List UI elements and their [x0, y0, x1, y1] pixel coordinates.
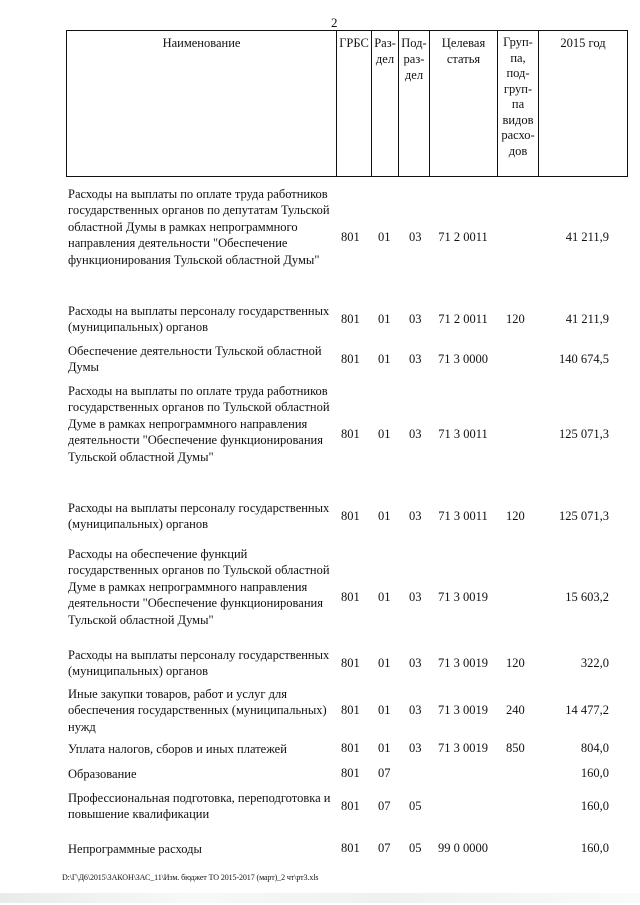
header-razdel: Раз- дел [374, 36, 396, 67]
row-vid: 240 [506, 703, 525, 717]
row-razdel: 01 [378, 703, 391, 717]
row-grbs: 801 [341, 352, 360, 366]
row-name: Непрограммные расходы [68, 842, 202, 856]
row-sum: 160,0 [580, 799, 609, 813]
row-razdel: 01 [378, 509, 391, 523]
row-vid: 120 [506, 312, 525, 326]
row-name: Расходы на обеспечение функций государственных органов по Тульской областной Думе в рамках непрограммного направления деятельности "Обеспечение функционирования Тульской областной Думы" [68, 547, 330, 627]
row-celevaya: 71 3 0000 [438, 352, 488, 366]
column-divider [336, 31, 337, 176]
row-grbs: 801 [341, 703, 360, 717]
row-razdel: 07 [378, 841, 391, 855]
row-name: Расходы на выплаты персоналу государственных (муниципальных) органов [68, 648, 330, 679]
row-grbs: 801 [341, 841, 360, 855]
row-name: Расходы на выплаты персоналу государственных (муниципальных) органов [68, 304, 330, 335]
row-name: Расходы на выплаты персоналу государственных (муниципальных) органов [68, 501, 330, 532]
row-sum: 140 674,5 [559, 352, 609, 366]
header-year: 2015 год [560, 36, 606, 50]
row-podrazdel: 03 [409, 230, 422, 244]
row-sum: 160,0 [580, 841, 609, 855]
row-vid: 120 [506, 656, 525, 670]
header-celevaya: Целевая статья [441, 36, 486, 67]
row-name: Обеспечение деятельности Тульской областной Думы [68, 344, 322, 375]
page-number: 2 [331, 15, 338, 30]
row-razdel: 01 [378, 230, 391, 244]
header-name: Наименование [162, 36, 241, 50]
row-podrazdel: 05 [409, 799, 422, 813]
row-podrazdel: 03 [409, 590, 422, 604]
row-razdel: 01 [378, 656, 391, 670]
row-sum: 160,0 [580, 766, 609, 780]
row-grbs: 801 [341, 656, 360, 670]
row-sum: 15 603,2 [565, 590, 609, 604]
row-celevaya: 71 3 0011 [438, 509, 488, 523]
file-path: D:\Г\Д6\2015\ЗАКОН\ЗАС_11\Изм. бюджет ТО 2015-2017 (март)_2 чт\рт3.xls [62, 873, 319, 882]
row-sum: 804,0 [580, 741, 609, 755]
row-celevaya: 71 3 0019 [438, 703, 488, 717]
header-vid: Груп- па, под- груп- па видов расхо- дов [501, 35, 535, 158]
row-grbs: 801 [341, 509, 360, 523]
header-podrazdel: Под- раз- дел [401, 36, 427, 83]
header-grbs: ГРБС [339, 36, 369, 50]
row-grbs: 801 [341, 230, 360, 244]
row-celevaya: 71 2 0011 [438, 312, 488, 326]
row-sum: 41 211,9 [565, 230, 609, 244]
row-name: Образование [68, 767, 137, 781]
row-sum: 14 477,2 [565, 703, 609, 717]
row-grbs: 801 [341, 427, 360, 441]
row-name: Иные закупки товаров, работ и услуг для обеспечения государственных (муниципальных) нужд [68, 687, 327, 734]
row-podrazdel: 03 [409, 509, 422, 523]
row-sum: 41 211,9 [565, 312, 609, 326]
row-podrazdel: 03 [409, 741, 422, 755]
row-razdel: 01 [378, 590, 391, 604]
row-sum: 125 071,3 [559, 427, 609, 441]
row-grbs: 801 [341, 741, 360, 755]
row-podrazdel: 03 [409, 352, 422, 366]
row-vid: 850 [506, 741, 525, 755]
row-celevaya: 71 3 0019 [438, 656, 488, 670]
row-razdel: 01 [378, 312, 391, 326]
row-razdel: 07 [378, 799, 391, 813]
row-razdel: 01 [378, 741, 391, 755]
row-celevaya: 99 0 0000 [438, 841, 488, 855]
row-name: Расходы на выплаты по оплате труда работников государственных органов по депутатам Тульской областной Думы в рамках непрограммного направления деятельности "Обеспечение функционирования Тульской областной Думы" [68, 187, 330, 267]
row-celevaya: 71 3 0019 [438, 741, 488, 755]
row-sum: 125 071,3 [559, 509, 609, 523]
row-grbs: 801 [341, 799, 360, 813]
row-podrazdel: 03 [409, 656, 422, 670]
row-name: Расходы на выплаты по оплате труда работников государственных органов по Тульской областной Думе в рамках непрограммного направления деятельности "Обеспечение функционирования Тульской областной Думы" [68, 384, 330, 464]
scan-artifact [0, 893, 640, 903]
row-podrazdel: 05 [409, 841, 422, 855]
row-sum: 322,0 [580, 656, 609, 670]
table-header [66, 30, 628, 177]
row-vid: 120 [506, 509, 525, 523]
row-razdel: 01 [378, 352, 391, 366]
row-razdel: 01 [378, 427, 391, 441]
row-name: Профессиональная подготовка, переподготовка и повышение квалификации [68, 791, 331, 822]
row-podrazdel: 03 [409, 703, 422, 717]
row-celevaya: 71 2 0011 [438, 230, 488, 244]
row-name: Уплата налогов, сборов и иных платежей [68, 742, 287, 756]
row-podrazdel: 03 [409, 312, 422, 326]
row-celevaya: 71 3 0019 [438, 590, 488, 604]
row-grbs: 801 [341, 590, 360, 604]
row-podrazdel: 03 [409, 427, 422, 441]
column-divider [538, 31, 539, 176]
row-celevaya: 71 3 0011 [438, 427, 488, 441]
row-grbs: 801 [341, 766, 360, 780]
row-grbs: 801 [341, 312, 360, 326]
row-razdel: 07 [378, 766, 391, 780]
